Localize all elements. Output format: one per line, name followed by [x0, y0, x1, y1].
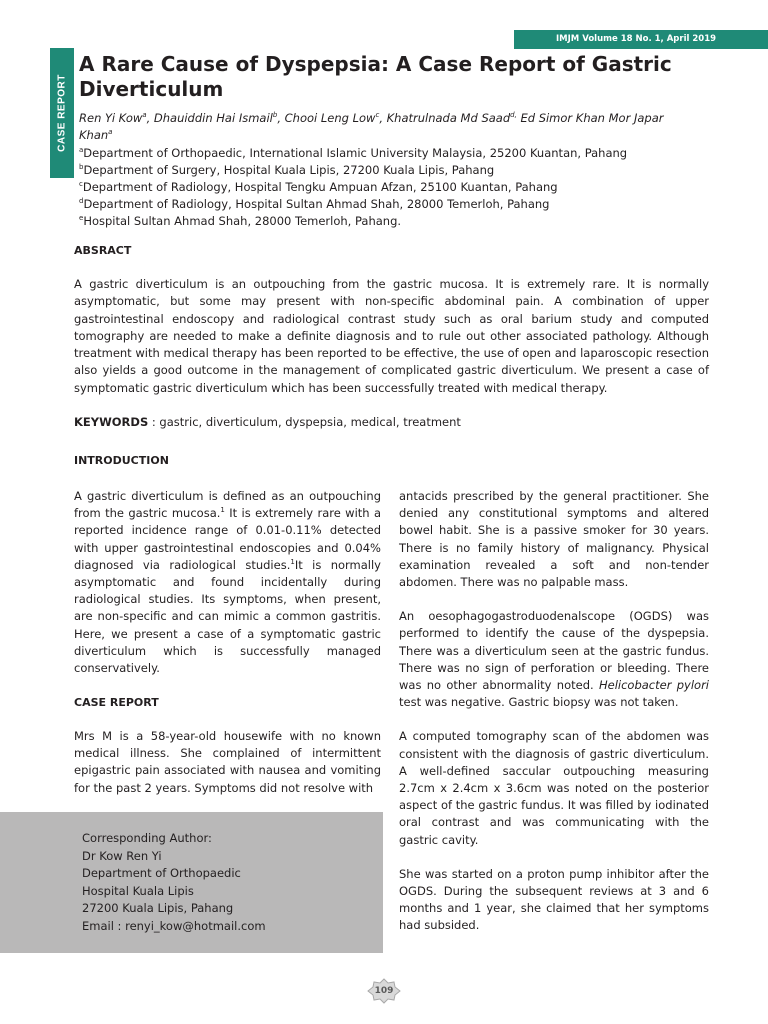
author-separator: , — [379, 111, 387, 125]
affiliation-sup: b — [79, 163, 84, 172]
affiliation-item — [79, 179, 719, 196]
ogds-text-end: test was negative. Gastric biopsy was not taken. — [399, 695, 679, 710]
author-sup: b — [272, 111, 278, 120]
affiliation-sup: e — [79, 214, 84, 223]
case-column-left — [74, 728, 381, 797]
intro-text: It is normally asymptomatic and found incidentally during radiological studies. Its symptoms, when present, are non-specific and can mimic a common gastritis. Here, we present a case of a symptomatic gastric diverticulum which is successfully managed conservatively. — [74, 557, 381, 676]
author-sup: d, — [510, 111, 517, 120]
corresponding-author-text — [82, 830, 266, 935]
case-report-heading: CASE REPORT — [74, 696, 159, 709]
author-sup: c — [375, 111, 380, 120]
keywords-text: : gastric, diverticulum, dyspepsia, medical, treatment — [148, 415, 461, 429]
corresponding-line: Corresponding Author: — [82, 831, 212, 845]
author-separator: , — [146, 111, 154, 125]
author-name: Chooi Leng Low — [284, 111, 376, 125]
organism-name: Helicobacter pylori — [598, 678, 709, 693]
corresponding-line: Department of Orthopaedic — [82, 866, 241, 880]
author-name: Ren Yi Kow — [79, 111, 143, 125]
corresponding-line: Dr Kow Ren Yi — [82, 848, 162, 863]
affiliation-text: Department of Surgery, Hospital Kuala Lipis, 27200 Kuala Lipis, Pahang — [83, 163, 495, 177]
author-sup: a — [108, 128, 113, 137]
keywords — [74, 414, 709, 431]
affiliation-text: Department of Orthopaedic, International Islamic University Malaysia, 25200 Kuantan, Pahang — [83, 146, 628, 160]
affiliation-text: Department of Radiology, Hospital Tengku Ampuan Afzan, 25100 Kuantan, Pahang — [82, 180, 558, 194]
author-sup: a — [142, 111, 147, 120]
citation-ref: 1 — [220, 506, 225, 515]
ogds-text: An oesophagogastroduodenalscope (OGDS) was performed to identify the cause of the dyspepsia. There was a diverticulum seen at the gastric fundus. There was no sign of perforation or bleeding. There was no other abnormality noted. — [399, 609, 709, 693]
abstract-text: A gastric diverticulum is an outpouching from the gastric mucosa. It is extremely rare. It is normally asymptomatic, but some may present with non-specific abdominal pain. A combination of upper gastrointestinal endoscopy and radiological contrast study such as oral barium study and computed tomography are needed to make a definite diagnosis and to rule out other associated pathology. Although treatment with medical therapy has been reported to be effective, the use of open and laparoscopic resection also yields a good outcome in the management of complicated gastric diverticulum. We present a case of symptomatic gastric diverticulum which has been successfully treated with medical therapy. — [74, 277, 709, 395]
intro-text: A gastric diverticulum is defined as an outpouching from the gastric mucosa. — [74, 489, 381, 521]
affiliation-item — [79, 162, 719, 179]
section-tab-label: CASE REPORT — [56, 74, 68, 152]
intro-paragraph — [74, 488, 381, 677]
page-number-badge — [367, 978, 401, 1004]
ct-paragraph: A computed tomography scan of the abdomen was consistent with the diagnosis of gastric diverticulum. A well-defined saccular outpouching measuring 2.7cm x 2.4cm x 3.6cm was noted on the posterior aspect of the gastric fundus. It was filled by iodinated oral contrast and was communicating with the gastric cavity. — [399, 729, 709, 847]
case-paragraph-continued: antacids prescribed by the general practitioner. She denied any constitutional symptoms and altered bowel habit. She is a passive smoker for 30 years. There is no family history of malignancy. Physical examination revealed a soft and non-tender abdomen. There was no palpable mass. — [399, 489, 709, 590]
affiliation-item — [79, 213, 719, 230]
section-tab — [50, 48, 74, 178]
affiliation-sup: a — [79, 146, 84, 155]
article-title: A Rare Cause of Dyspepsia: A Case Report of Gastric Diverticulum — [79, 52, 672, 101]
abstract-heading: ABSRACT — [74, 244, 132, 257]
affiliation-text: Hospital Sultan Ahmad Shah, 28000 Temerloh, Pahang. — [83, 214, 402, 228]
treatment-paragraph: She was started on a proton pump inhibitor after the OGDS. During the subsequent reviews at 3 and 6 months and 1 year, she claimed that her symptoms had subsided. — [399, 866, 709, 933]
case-column-right — [399, 488, 709, 935]
affiliation-item — [79, 196, 719, 213]
intro-column — [74, 488, 381, 677]
author-name: Khatrulnada Md Saad — [386, 111, 511, 125]
ogds-paragraph — [399, 608, 709, 711]
intro-text: It is extremely rare with a reported incidence range of 0.01-0.11% detected with upper gastrointestinal endoscopies and 0.04% diagnosed via radiological studies. — [74, 506, 381, 572]
affiliation-list — [79, 145, 719, 230]
introduction-heading: INTRODUCTION — [74, 454, 169, 467]
affiliation-sup: c — [79, 180, 83, 189]
affiliation-item — [79, 145, 719, 162]
corresponding-line: Hospital Kuala Lipis — [82, 883, 194, 898]
author-separator: , — [277, 111, 285, 125]
author-name: Dhauiddin Hai Ismail — [153, 111, 273, 125]
corresponding-line: Email : renyi_kow@hotmail.com — [82, 918, 266, 933]
journal-info-banner: IMJM Volume 18 No. 1, April 2019 — [514, 30, 768, 49]
case-paragraph: Mrs M is a 58-year-old housewife with no known medical illness. She complained of intermittent epigastric pain associated with nausea and vomiting for the past 2 years. Symptoms did not resolve with — [74, 729, 381, 795]
keywords-label: KEYWORDS — [74, 415, 149, 429]
page-number: 109 — [374, 986, 394, 996]
affiliation-text: Department of Radiology, Hospital Sultan Ahmad Shah, 28000 Temerloh, Pahang — [83, 197, 550, 211]
affiliation-sup: d — [79, 197, 84, 206]
citation-ref: 1 — [290, 557, 295, 566]
author-list — [79, 110, 699, 144]
author-name: Ed Simor Khan Mor Japar Khan — [79, 111, 664, 142]
corresponding-line: 27200 Kuala Lipis, Pahang — [82, 901, 234, 915]
